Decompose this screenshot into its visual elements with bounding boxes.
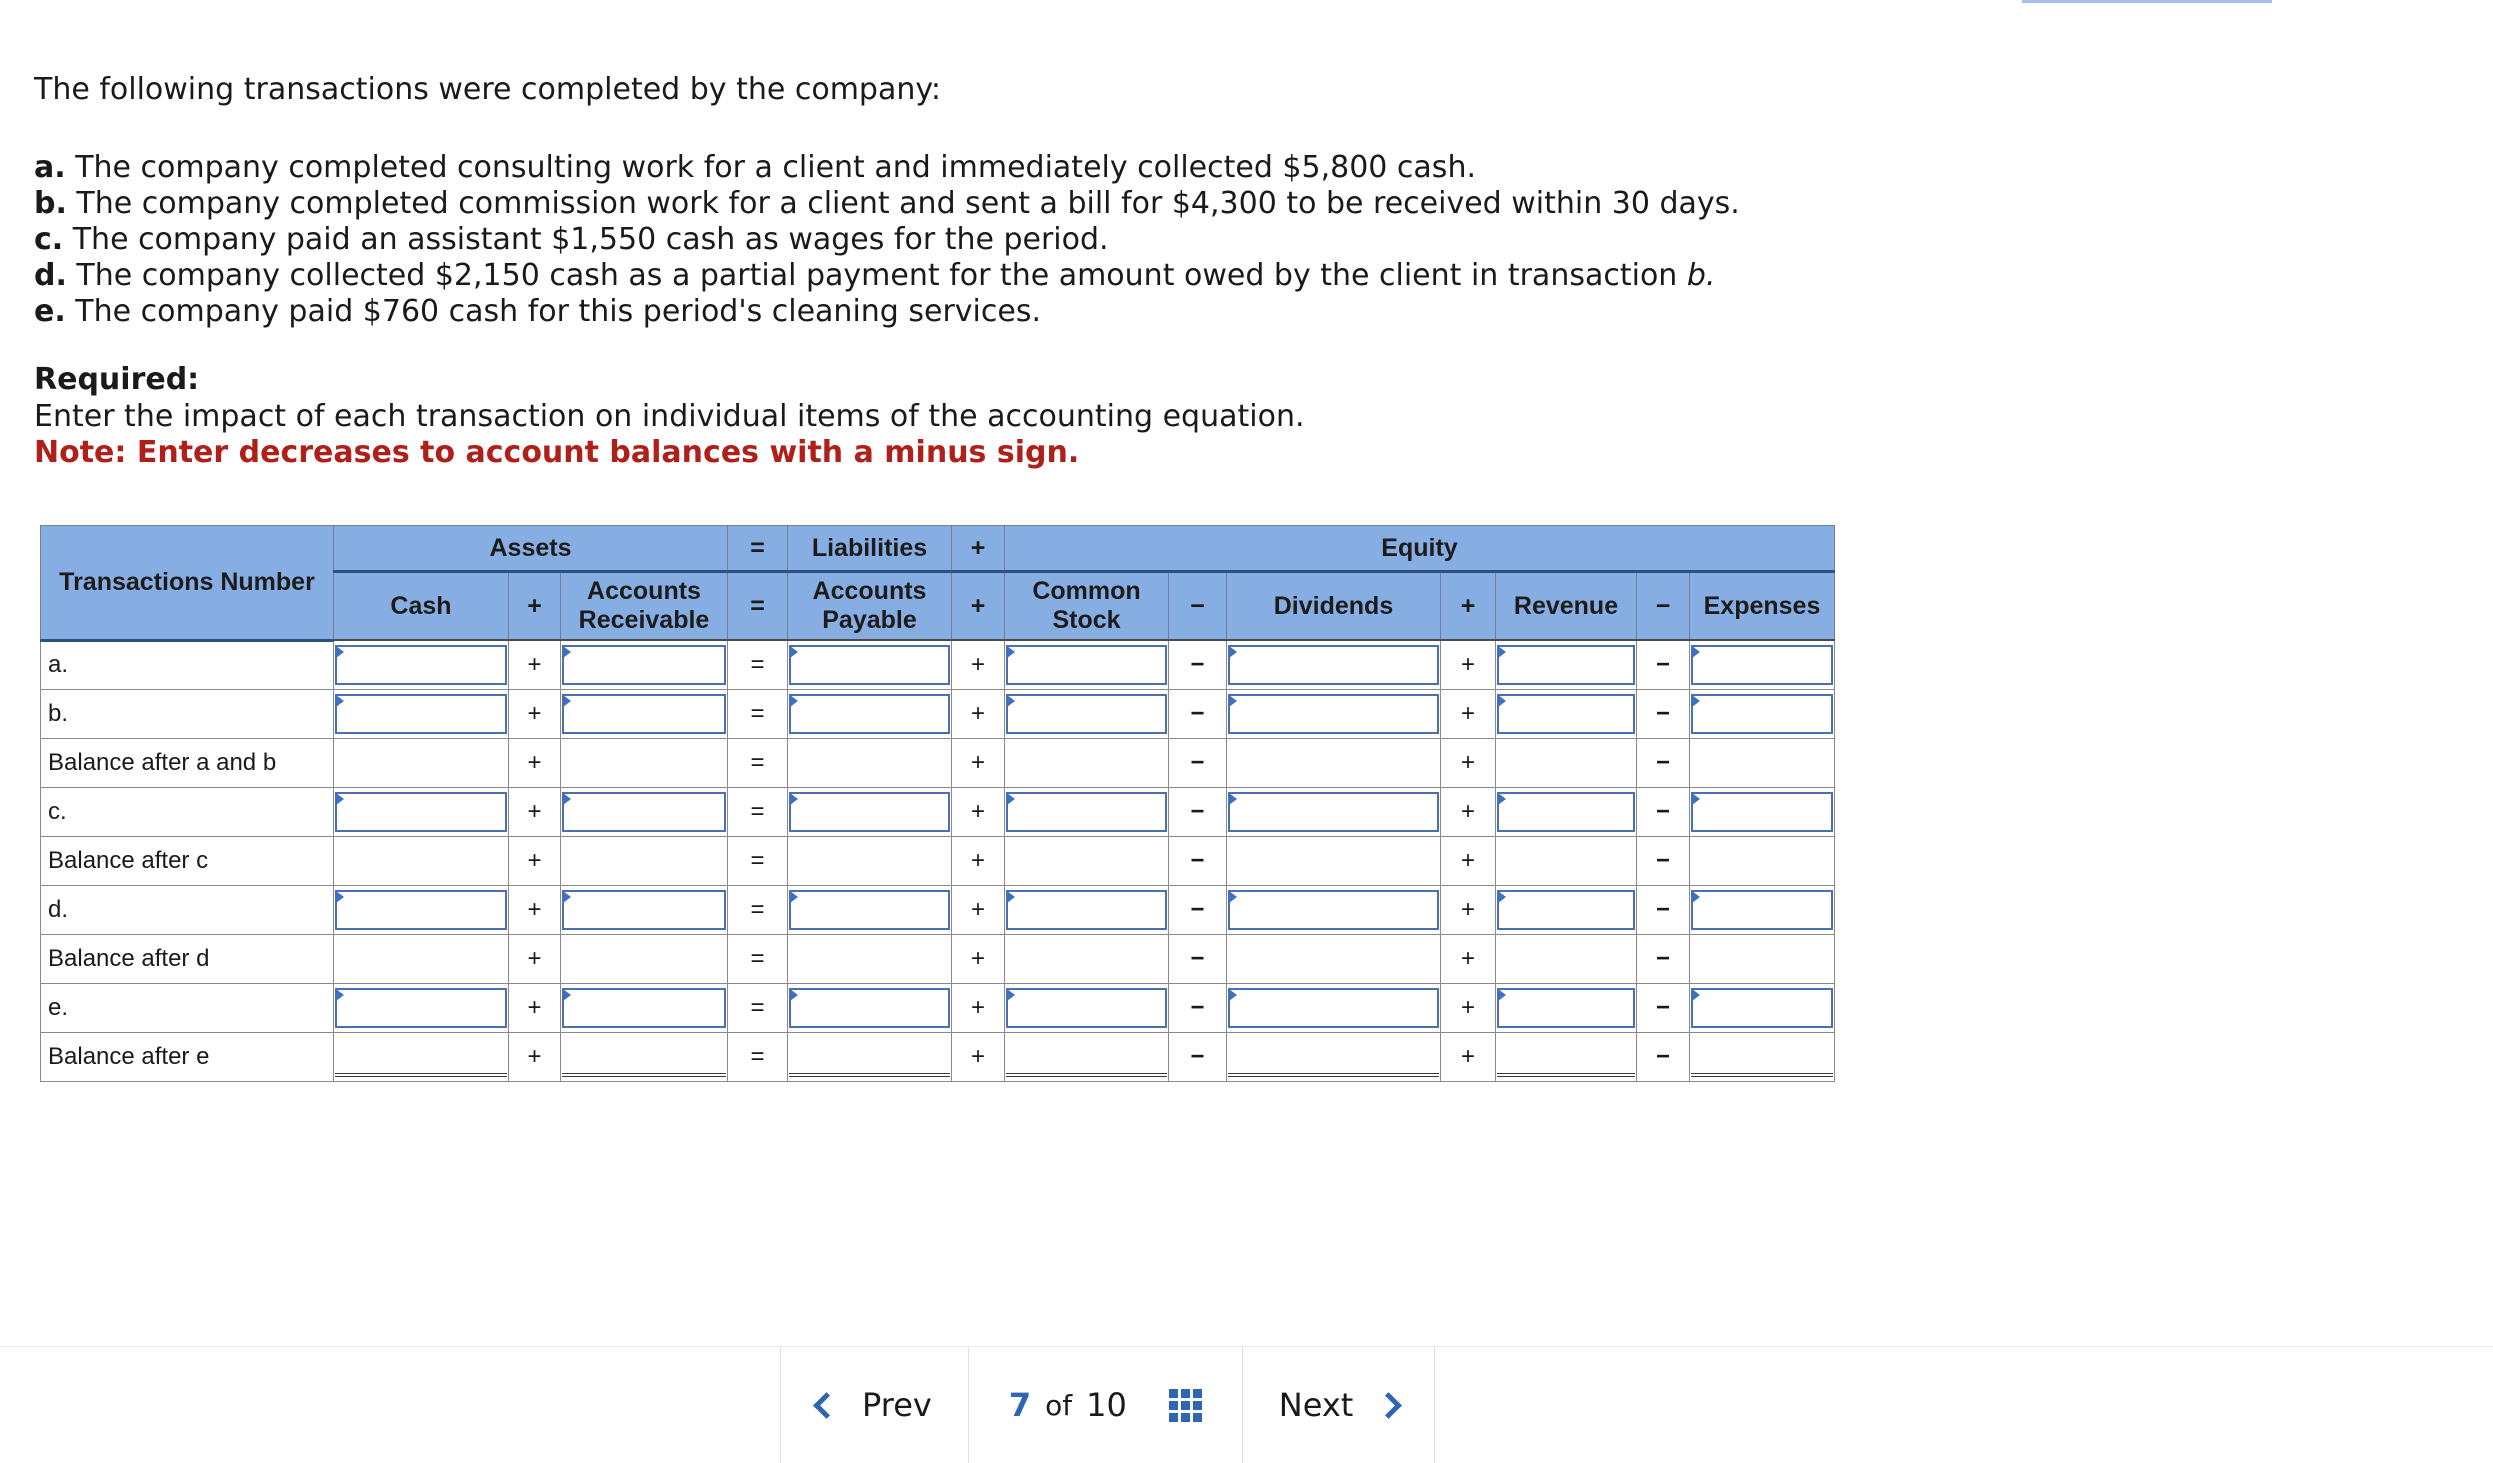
- ar-cell: [561, 788, 728, 837]
- equals-header: =: [728, 526, 788, 572]
- transaction-list: [34, 150, 1740, 330]
- expenses-balance: [1691, 939, 1833, 979]
- revenue-cell: [1496, 1033, 1637, 1082]
- ap-cell: [788, 640, 952, 690]
- op-plus: +: [509, 640, 561, 690]
- op-minus: −: [1169, 690, 1227, 739]
- op-eq: =: [728, 984, 788, 1033]
- row-label: c.: [41, 788, 334, 837]
- revenue-header: Revenue: [1496, 572, 1637, 641]
- op-plus: +: [509, 788, 561, 837]
- ar-cell: [561, 886, 728, 935]
- expenses-input[interactable]: [1691, 890, 1833, 930]
- cash-cell: [334, 640, 509, 690]
- op-plus: +: [509, 984, 561, 1033]
- transaction-c: c. The company paid an assistant $1,550 cash as wages for the period.: [34, 222, 1109, 257]
- note-text: Note: Enter decreases to account balances with a minus sign.: [34, 435, 1080, 470]
- common-stock-input[interactable]: [1006, 988, 1167, 1028]
- row-label: e.: [41, 984, 334, 1033]
- cash-cell: [334, 886, 509, 935]
- cash-balance: [335, 743, 507, 783]
- cash-cell: [334, 1033, 509, 1082]
- row-label: Balance after c: [41, 837, 334, 886]
- common-stock-balance: [1006, 1037, 1167, 1077]
- revenue-input[interactable]: [1497, 694, 1635, 734]
- ap-balance: [789, 743, 950, 783]
- revenue-input[interactable]: [1497, 645, 1635, 685]
- op-minus: −: [1169, 837, 1227, 886]
- revenue-balance: [1497, 1037, 1635, 1077]
- ap-input[interactable]: [789, 890, 950, 930]
- revenue-input[interactable]: [1497, 988, 1635, 1028]
- row-label: a.: [41, 640, 334, 690]
- revenue-cell: [1496, 886, 1637, 935]
- top-accent-bar: [2022, 0, 2272, 3]
- op-minus: −: [1169, 739, 1227, 788]
- op-plus-header: +: [952, 572, 1005, 641]
- cash-cell: [334, 935, 509, 984]
- expenses-cell: [1690, 788, 1835, 837]
- cash-cell: [334, 984, 509, 1033]
- equity-header: Equity: [1005, 526, 1835, 572]
- op-eq: =: [728, 886, 788, 935]
- page-of-label: of: [1045, 1388, 1073, 1422]
- op-minus: −: [1637, 739, 1690, 788]
- table-row: [41, 935, 1835, 984]
- common-stock-balance: [1006, 939, 1167, 979]
- cash-input[interactable]: [335, 792, 507, 832]
- op-plus: +: [509, 837, 561, 886]
- op-plus: +: [509, 690, 561, 739]
- op-plus: +: [952, 690, 1005, 739]
- expenses-cell: [1690, 886, 1835, 935]
- op-eq: =: [728, 788, 788, 837]
- dividends-cell: [1227, 640, 1441, 690]
- common-stock-cell: [1005, 837, 1169, 886]
- revenue-cell: [1496, 984, 1637, 1033]
- ar-input[interactable]: [562, 645, 726, 685]
- table-row: [41, 739, 1835, 788]
- common-stock-input[interactable]: [1006, 792, 1167, 832]
- expenses-input[interactable]: [1691, 645, 1833, 685]
- transaction-b: b. The company completed commission work for a client and sent a bill for $4,300 to be received within 30 days.: [34, 186, 1740, 221]
- cash-input[interactable]: [335, 988, 507, 1028]
- total-pages: 10: [1086, 1386, 1127, 1424]
- row-label: Balance after d: [41, 935, 334, 984]
- expenses-balance: [1691, 841, 1833, 881]
- dividends-input[interactable]: [1228, 988, 1439, 1028]
- transaction-e: e. The company paid $760 cash for this period's cleaning services.: [34, 294, 1041, 329]
- op-plus: +: [1441, 788, 1496, 837]
- cash-cell: [334, 788, 509, 837]
- revenue-input[interactable]: [1497, 890, 1635, 930]
- common-stock-cell: [1005, 690, 1169, 739]
- revenue-cell: [1496, 837, 1637, 886]
- dividends-cell: [1227, 788, 1441, 837]
- op-plus: +: [952, 935, 1005, 984]
- page-indicator[interactable]: [969, 1347, 1242, 1463]
- expenses-cell: [1690, 739, 1835, 788]
- op-plus: +: [952, 788, 1005, 837]
- op-minus: −: [1637, 984, 1690, 1033]
- ar-input[interactable]: [562, 792, 726, 832]
- transactions-number-header: Transactions Number: [41, 526, 334, 641]
- common-stock-cell: [1005, 935, 1169, 984]
- op-plus: +: [952, 837, 1005, 886]
- common-stock-cell: [1005, 788, 1169, 837]
- expenses-input[interactable]: [1691, 792, 1833, 832]
- ap-balance: [789, 841, 950, 881]
- op-eq: =: [728, 739, 788, 788]
- op-minus-header: −: [1637, 572, 1690, 641]
- revenue-cell: [1496, 739, 1637, 788]
- ar-cell: [561, 837, 728, 886]
- revenue-cell: [1496, 640, 1637, 690]
- dividends-input[interactable]: [1228, 890, 1439, 930]
- cash-balance: [335, 1037, 507, 1077]
- expenses-cell: [1690, 984, 1835, 1033]
- chevron-left-icon: [813, 1392, 840, 1419]
- ar-cell: [561, 640, 728, 690]
- ap-cell: [788, 935, 952, 984]
- cash-cell: [334, 690, 509, 739]
- expenses-cell: [1690, 1033, 1835, 1082]
- ar-input[interactable]: [562, 988, 726, 1028]
- common-stock-header: Common Stock: [1005, 572, 1169, 641]
- dividends-cell: [1227, 837, 1441, 886]
- ap-cell: [788, 1033, 952, 1082]
- common-stock-cell: [1005, 739, 1169, 788]
- cash-input[interactable]: [335, 694, 507, 734]
- transaction-d: d. The company collected $2,150 cash as a partial payment for the amount owed by the client in transaction b.: [34, 258, 1716, 293]
- prev-label: Prev: [862, 1386, 932, 1424]
- common-stock-input[interactable]: [1006, 645, 1167, 685]
- common-stock-input[interactable]: [1006, 694, 1167, 734]
- op-plus: +: [952, 1033, 1005, 1082]
- intro-text: The following transactions were completed by the company:: [34, 72, 942, 107]
- cash-input[interactable]: [335, 890, 507, 930]
- revenue-cell: [1496, 935, 1637, 984]
- op-plus: +: [952, 640, 1005, 690]
- op-minus: −: [1169, 935, 1227, 984]
- table-body: [41, 640, 1835, 1082]
- op-plus: +: [1441, 640, 1496, 690]
- row-label: d.: [41, 886, 334, 935]
- table-row: [41, 837, 1835, 886]
- op-minus: −: [1637, 1033, 1690, 1082]
- op-eq: =: [728, 690, 788, 739]
- op-minus: −: [1169, 640, 1227, 690]
- ap-input[interactable]: [789, 694, 950, 734]
- op-plus: +: [952, 739, 1005, 788]
- ar-balance: [562, 743, 726, 783]
- cash-balance: [335, 939, 507, 979]
- ap-input[interactable]: [789, 645, 950, 685]
- op-minus: −: [1169, 1033, 1227, 1082]
- liabilities-header: Liabilities: [788, 526, 952, 572]
- table-row: [41, 640, 1835, 690]
- op-plus: +: [509, 886, 561, 935]
- expenses-cell: [1690, 690, 1835, 739]
- op-minus: −: [1637, 788, 1690, 837]
- row-label: Balance after e: [41, 1033, 334, 1082]
- current-page: 7: [1008, 1386, 1032, 1424]
- ap-cell: [788, 984, 952, 1033]
- expenses-input[interactable]: [1691, 694, 1833, 734]
- dividends-cell: [1227, 690, 1441, 739]
- ap-cell: [788, 788, 952, 837]
- table-row: [41, 690, 1835, 739]
- op-plus: +: [1441, 837, 1496, 886]
- ap-balance: [789, 1037, 950, 1077]
- ar-cell: [561, 984, 728, 1033]
- plus-header: +: [952, 526, 1005, 572]
- op-minus: −: [1637, 640, 1690, 690]
- dividends-balance: [1228, 1037, 1439, 1077]
- ap-cell: [788, 837, 952, 886]
- op-equals-header: =: [728, 572, 788, 641]
- accounts-payable-header: Accounts Payable: [788, 572, 952, 641]
- dividends-cell: [1227, 886, 1441, 935]
- op-plus: +: [509, 935, 561, 984]
- ar-balance: [562, 841, 726, 881]
- op-plus: +: [1441, 886, 1496, 935]
- expenses-cell: [1690, 640, 1835, 690]
- cash-balance: [335, 841, 507, 881]
- op-eq: =: [728, 837, 788, 886]
- op-plus-header: +: [509, 572, 561, 641]
- op-plus: +: [952, 886, 1005, 935]
- transaction-a: a. The company completed consulting work for a client and immediately collected $5,800 cash.: [34, 150, 1476, 185]
- op-plus: +: [1441, 690, 1496, 739]
- common-stock-cell: [1005, 1033, 1169, 1082]
- assets-header: Assets: [334, 526, 728, 572]
- accounting-equation-table: [40, 525, 1835, 1082]
- ap-input[interactable]: [789, 988, 950, 1028]
- ar-balance: [562, 939, 726, 979]
- op-plus: +: [1441, 935, 1496, 984]
- common-stock-balance: [1006, 841, 1167, 881]
- table-row: [41, 1033, 1835, 1082]
- dividends-balance: [1228, 743, 1439, 783]
- ap-cell: [788, 690, 952, 739]
- dividends-balance: [1228, 841, 1439, 881]
- dividends-balance: [1228, 939, 1439, 979]
- table-row: [41, 984, 1835, 1033]
- op-plus: +: [509, 1033, 561, 1082]
- ar-input[interactable]: [562, 890, 726, 930]
- expenses-header: Expenses: [1690, 572, 1835, 641]
- revenue-balance: [1497, 743, 1635, 783]
- nav-separator: [1434, 1347, 1435, 1463]
- op-eq: =: [728, 1033, 788, 1082]
- common-stock-cell: [1005, 640, 1169, 690]
- dividends-cell: [1227, 935, 1441, 984]
- expenses-balance: [1691, 1037, 1833, 1077]
- op-minus: −: [1169, 984, 1227, 1033]
- common-stock-cell: [1005, 984, 1169, 1033]
- cash-cell: [334, 739, 509, 788]
- cash-input[interactable]: [335, 645, 507, 685]
- accounts-receivable-header: Accounts Receivable: [561, 572, 728, 641]
- revenue-balance: [1497, 841, 1635, 881]
- prev-button[interactable]: [781, 1347, 968, 1463]
- grid-icon[interactable]: [1169, 1389, 1202, 1422]
- next-button[interactable]: [1243, 1347, 1435, 1463]
- op-plus: +: [509, 739, 561, 788]
- op-plus: +: [952, 984, 1005, 1033]
- cash-cell: [334, 837, 509, 886]
- revenue-cell: [1496, 788, 1637, 837]
- common-stock-input[interactable]: [1006, 890, 1167, 930]
- ap-cell: [788, 739, 952, 788]
- row-label: Balance after a and b: [41, 739, 334, 788]
- ar-cell: [561, 1033, 728, 1082]
- dividends-input[interactable]: [1228, 694, 1439, 734]
- ap-input[interactable]: [789, 792, 950, 832]
- ar-balance: [562, 1037, 726, 1077]
- expenses-cell: [1690, 935, 1835, 984]
- op-minus: −: [1169, 788, 1227, 837]
- dividends-cell: [1227, 739, 1441, 788]
- revenue-input[interactable]: [1497, 792, 1635, 832]
- cash-header: Cash: [334, 572, 509, 641]
- op-plus: +: [1441, 1033, 1496, 1082]
- chevron-right-icon: [1375, 1392, 1402, 1419]
- dividends-header: Dividends: [1227, 572, 1441, 641]
- ar-cell: [561, 690, 728, 739]
- dividends-input[interactable]: [1228, 792, 1439, 832]
- ar-cell: [561, 739, 728, 788]
- common-stock-cell: [1005, 886, 1169, 935]
- op-minus: −: [1637, 837, 1690, 886]
- table-row: [41, 788, 1835, 837]
- common-stock-balance: [1006, 743, 1167, 783]
- required-text: Enter the impact of each transaction on individual items of the accounting equation.: [34, 399, 1305, 434]
- expenses-input[interactable]: [1691, 988, 1833, 1028]
- op-minus: −: [1637, 935, 1690, 984]
- op-plus: +: [1441, 984, 1496, 1033]
- dividends-cell: [1227, 1033, 1441, 1082]
- op-minus-header: −: [1169, 572, 1227, 641]
- op-eq: =: [728, 935, 788, 984]
- row-label: b.: [41, 690, 334, 739]
- op-minus: −: [1637, 886, 1690, 935]
- op-minus: −: [1637, 690, 1690, 739]
- op-eq: =: [728, 640, 788, 690]
- revenue-balance: [1497, 939, 1635, 979]
- op-minus: −: [1169, 886, 1227, 935]
- op-plus: +: [1441, 739, 1496, 788]
- ar-input[interactable]: [562, 694, 726, 734]
- op-plus-header: +: [1441, 572, 1496, 641]
- ar-cell: [561, 935, 728, 984]
- ap-cell: [788, 886, 952, 935]
- next-label: Next: [1278, 1386, 1354, 1424]
- expenses-cell: [1690, 837, 1835, 886]
- revenue-cell: [1496, 690, 1637, 739]
- required-heading: Required:: [34, 362, 200, 397]
- table-row: [41, 886, 1835, 935]
- ap-balance: [789, 939, 950, 979]
- expenses-balance: [1691, 743, 1833, 783]
- dividends-cell: [1227, 984, 1441, 1033]
- pagination-nav: [780, 1347, 1435, 1463]
- dividends-input[interactable]: [1228, 645, 1439, 685]
